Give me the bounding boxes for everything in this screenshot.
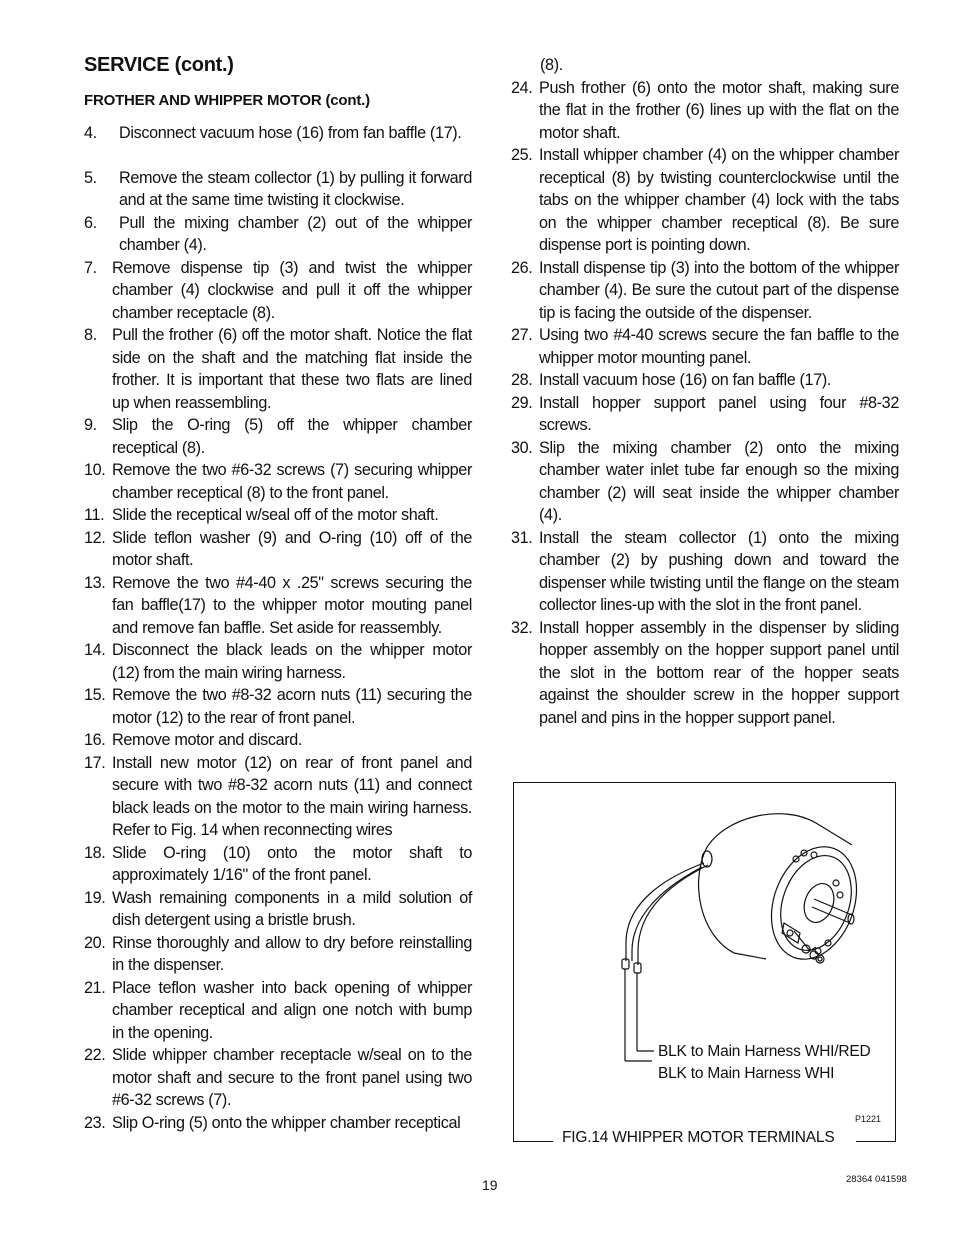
step-text: Install dispense tip (3) into the bottom of the whipper chamber (4). Be sure the cutout part of the dispense tip is facing the outside of the dispenser.	[539, 258, 899, 322]
figure-14-frame	[513, 782, 896, 1142]
step-text: Remove motor and discard.	[112, 731, 303, 749]
step-number: 4.	[84, 124, 97, 142]
step-item	[511, 617, 899, 730]
step-text: Slip O-ring (5) onto the whipper chamber receptical	[112, 1113, 461, 1132]
step-item	[511, 527, 899, 617]
step-text: Disconnect the black leads on the whipper motor (12) from the main wiring harness.	[112, 641, 472, 682]
step-text: Remove the two #6-32 screws (7) securing whipper chamber receptical (8) to the front panel.	[112, 461, 472, 502]
step-item	[84, 729, 472, 752]
step-text: Push frother (6) onto the motor shaft, making sure the flat in the frother (6) lines up with the flat on the motor shaft.	[539, 78, 899, 142]
step-item	[84, 212, 472, 257]
figure-caption: FIG.14 WHIPPER MOTOR TERMINALS	[562, 1129, 835, 1146]
step-text: Wash remaining components in a mild solution of dish detergent using a bristle brush.	[112, 888, 472, 929]
step-number: 18.	[84, 843, 106, 862]
step-text: Pull the frother (6) off the motor shaft. Notice the flat side on the shaft and the matching flat inside the frother. It is important that these two flats are lined up when reassembling.	[112, 326, 472, 412]
step-text: Pull the mixing chamber (2) out of the whipper chamber (4).	[119, 213, 472, 254]
step-item	[511, 369, 899, 392]
right-column	[511, 54, 899, 729]
step-text: Slide teflon washer (9) and O-ring (10) off of the motor shaft.	[112, 528, 472, 569]
step-number: 25.	[511, 146, 533, 164]
step-number: 12.	[84, 528, 106, 547]
step-item	[84, 572, 472, 640]
step-item	[511, 77, 899, 145]
step-number: 27.	[511, 326, 533, 344]
step-number: 30.	[511, 438, 533, 457]
step-number: 31.	[511, 528, 533, 547]
step-number: 32.	[511, 618, 533, 637]
step-number: 22.	[84, 1046, 106, 1064]
step-item	[84, 639, 472, 684]
figure-frame-bottom-right	[856, 1141, 896, 1142]
step-item	[84, 459, 472, 504]
step-item	[84, 1112, 472, 1135]
step-item	[84, 324, 472, 414]
step-text: Install whipper chamber (4) on the whipper chamber receptical (8) by twisting counterclockwise until the tabs on the whipper chamber (4) lock with the tabs on the whipper chamber receptical (8). Be sure dispense port is pointing down.	[539, 146, 899, 254]
step-number: 23.	[84, 1113, 106, 1132]
section-subtitle: FROTHER AND WHIPPER MOTOR (cont.)	[84, 92, 370, 109]
step-item	[84, 752, 472, 842]
step-text: Using two #4-40 screws secure the fan baffle to the whipper motor mounting panel.	[539, 326, 899, 367]
step-item	[84, 932, 472, 977]
step-number: 13.	[84, 573, 106, 592]
figure-code: P1221	[855, 1114, 882, 1124]
step-text: Rinse thoroughly and allow to dry before reinstalling in the dispenser.	[112, 933, 472, 974]
step-item	[511, 437, 899, 527]
step-text: Install the steam collector (1) onto the mixing chamber (2) by pushing down and toward the dispenser while twisting until the flange on the steam collector lines-up with the slot in the front panel.	[539, 528, 899, 614]
step-item	[84, 1044, 472, 1112]
step-text: Slip the mixing chamber (2) onto the mixing chamber water inlet tube far enough so the mixing chamber (2) will seat inside the whipper chamber (4).	[539, 438, 899, 524]
step-text: Install new motor (12) on rear of front panel and secure with two #8-32 acorn nuts (11) and connect black leads on the motor to the main wiring harness. Refer to Fig. 14 when reconnecting wires	[112, 753, 472, 839]
step-number: 8.	[84, 326, 97, 344]
step-number: 26.	[511, 258, 533, 277]
step-item	[84, 684, 472, 729]
step-item	[84, 842, 472, 887]
step-number: 20.	[84, 933, 106, 952]
step-continuation: (8).	[540, 56, 563, 74]
step-number: 17.	[84, 753, 106, 772]
section-title: SERVICE (cont.)	[84, 54, 234, 76]
step-number: 14.	[84, 641, 106, 659]
step-number: 6.	[84, 213, 97, 232]
step-text: Place teflon washer into back opening of whipper chamber receptical and align one notch with bump in the opening.	[112, 978, 472, 1042]
step-text: Install hopper assembly in the dispenser by sliding hopper assembly on the hopper support panel until the slot in the bottom rear of the hopper seats against the shoulder screw in the hopper support panel and pins in the hopper support panel.	[539, 618, 899, 727]
step-text: Install hopper support panel using four #8-32 screws.	[539, 393, 899, 434]
step-item	[84, 977, 472, 1045]
step-item	[511, 392, 899, 437]
step-number: 19.	[84, 888, 106, 907]
step-number: 29.	[511, 393, 533, 412]
step-item	[84, 414, 472, 459]
step-item	[511, 144, 899, 257]
lead-label-whi: BLK to Main Harness WHI	[658, 1065, 835, 1082]
whipper-motor-drawing	[514, 783, 894, 1141]
step-number: 9.	[84, 416, 97, 434]
step-item	[84, 257, 472, 325]
step-number: 15.	[84, 686, 106, 704]
step-text: Remove the steam collector (1) by pulling it forward and at the same time twisting it clockwise.	[119, 168, 472, 209]
step-text: Slip the O-ring (5) off the whipper chamber receptical (8).	[112, 416, 472, 457]
step-item	[84, 887, 472, 932]
step-number: 28.	[511, 371, 533, 389]
page-number: 19	[482, 1177, 498, 1193]
step-item	[84, 167, 472, 212]
step-text: Remove dispense tip (3) and twist the whipper chamber (4) clockwise and pull it off the whipper chamber receptacle (8).	[112, 258, 472, 322]
step-item	[84, 527, 472, 572]
left-column	[84, 122, 472, 1134]
step-text: Remove the two #8-32 acorn nuts (11) securing the motor (12) to the rear of front panel.	[112, 686, 472, 727]
step-text: Slide whipper chamber receptacle w/seal on to the motor shaft and secure to the front panel using two #6-32 screws (7).	[112, 1046, 472, 1109]
step-number: 21.	[84, 978, 106, 997]
step-text: Slide the receptical w/seal off of the motor shaft.	[112, 506, 439, 524]
step-item	[84, 504, 472, 527]
step-item	[511, 324, 899, 369]
step-item	[84, 122, 472, 145]
step-text: Install vacuum hose (16) on fan baffle (17).	[539, 371, 832, 389]
step-number: 10.	[84, 461, 106, 479]
step-number: 11.	[84, 506, 105, 524]
step-number: 7.	[84, 258, 97, 277]
lead-label-whi-red: BLK to Main Harness WHI/RED	[658, 1043, 871, 1060]
document-code: 28364 041598	[846, 1174, 907, 1185]
step-number: 16.	[84, 731, 106, 749]
step-text: Disconnect vacuum hose (16) from fan baffle (17).	[119, 124, 462, 142]
step-text: Remove the two #4-40 x .25" screws securing the fan baffle(17) to the whipper motor mouting panel and remove fan baffle. Set aside for reassembly.	[112, 573, 472, 637]
step-text: Slide O-ring (10) onto the motor shaft to approximately 1/16" of the front panel.	[112, 843, 472, 884]
figure-frame-bottom-left	[513, 1141, 553, 1142]
step-number: 24.	[511, 78, 533, 97]
step-number: 5.	[84, 168, 97, 187]
step-item	[511, 257, 899, 325]
